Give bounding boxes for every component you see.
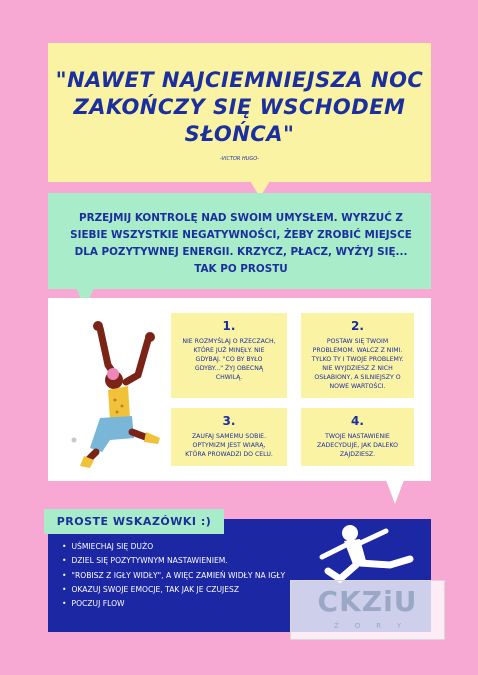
list-item: • UŚMIECHAJ SIĘ DUŻO xyxy=(62,540,285,554)
tips-panel xyxy=(48,298,431,481)
tip-card-4 xyxy=(301,408,414,466)
mind-main-text: PRZEJMIJ KONTROLĘ NAD SWOIM UMYSŁEM. WYRZUĆ Z SIEBIE WSZYSTKIE NEGATYWNOŚCI, ŻEBY ZROBIĆ MIEJSCE DLA POZYTYWNEJ ENERGII. KRZYCZ, PŁACZ, WYŻYJ SIĘ... xyxy=(70,212,412,258)
list-item: • "ROBISZ Z IGŁY WIDŁY", A WIĘC ZAMIEŃ WIDŁY NA IGŁY xyxy=(62,569,285,583)
quote-panel xyxy=(48,43,431,182)
tip-card-1 xyxy=(171,313,287,398)
tip-text: POSTAW SIĘ TWOIM PROBLEMOM. WALCZ Z NIMI. TYLKO TY I TWOJE PROBLEMY. NIE WYJDZIESZ Z NICH OSŁABIONY, A SILNIEJSZY O NOWE WARTOŚCI. xyxy=(311,338,404,390)
tip-card-2 xyxy=(301,313,414,398)
tips-bubble-tail xyxy=(386,480,404,504)
guide-list xyxy=(62,540,285,611)
mind-subtext: TAK PO PROSTU xyxy=(194,263,288,275)
logo-name: CKZiU xyxy=(317,585,418,618)
quote-author: -VICTOR HUGO- xyxy=(219,156,260,162)
tip-number: 4. xyxy=(351,414,364,428)
guide-title: PROSTE WSKAZÓWKI :) xyxy=(44,509,224,534)
tip-text: NIE ROZMYŚLAJ O RZECZACH, KTÓRE JUŻ MINĘŁY. NIE GDYBAJ. "CO BY BYŁO GDYBY..." ŻYJ OBECNĄ CHWILĄ. xyxy=(182,338,276,381)
list-item: • DZIEL SIĘ POZYTYWNYM NASTAWIENIEM. xyxy=(62,554,285,568)
jumping-person-illustration xyxy=(60,320,172,470)
logo-city: ŻORY xyxy=(334,622,417,630)
list-item: • POCZUJ FLOW xyxy=(62,597,285,611)
list-item: • OKAZUJ SWOJE EMOCJE, TAK JAK JE CZUJESZ xyxy=(62,583,285,597)
tip-text: ZAUFAJ SAMEMU SOBIE. OPTYMIZM JEST WIARĄ, KTÓRA PROWADZI DO CELU. xyxy=(185,433,273,458)
tip-card-3 xyxy=(171,408,287,466)
quote-text: "NAWET NAJCIEMNIEJSZA NOC ZAKOŃCZY SIĘ WSCHODEM SŁOŃCA" xyxy=(55,68,424,146)
mind-text xyxy=(66,210,416,278)
tip-number: 2. xyxy=(351,319,364,333)
tip-text: TWOJE NASTAWIENIE ZADECYDUJE, JAK DALEKO ZAJDZIESZ. xyxy=(317,433,398,458)
tip-number: 3. xyxy=(222,414,236,428)
school-logo xyxy=(290,580,445,640)
tip-number: 1. xyxy=(222,319,236,333)
mind-panel xyxy=(48,193,431,289)
